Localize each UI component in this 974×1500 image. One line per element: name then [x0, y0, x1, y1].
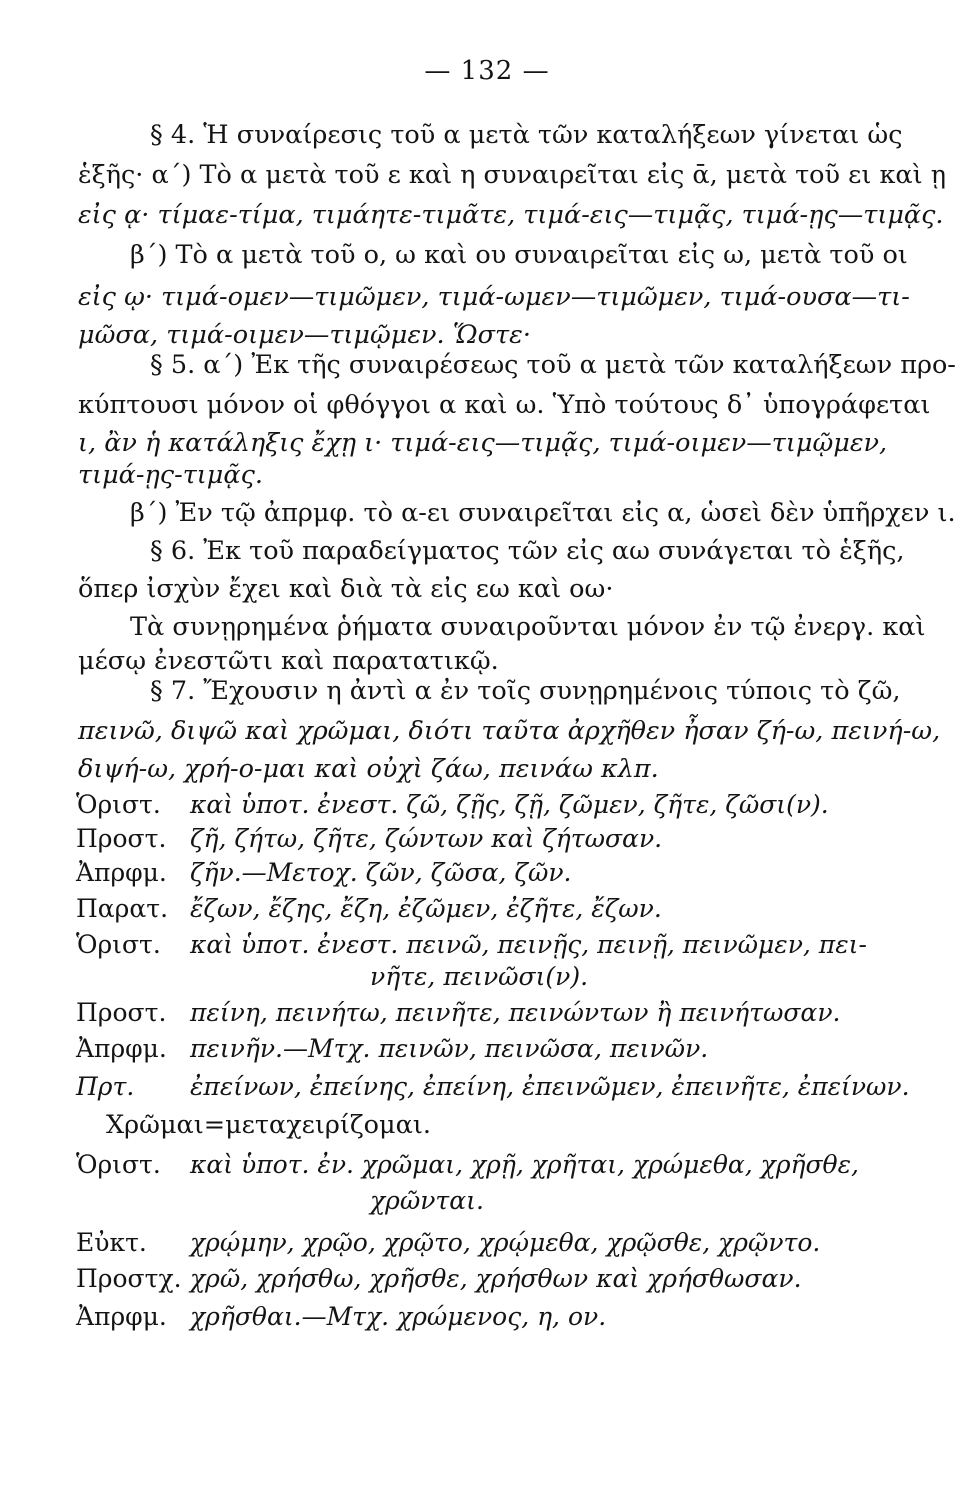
paradigm-label: Προστ. — [76, 824, 167, 853]
chromai-heading: Χρῶμαι=μεταχειρίζομαι. — [106, 1110, 431, 1140]
paradigm-forms: ἔζων, ἔζης, ἔζη, ἐζῶμεν, ἐζῆτε, ἔζων. — [190, 894, 662, 923]
paradigm-forms: καὶ ὑποτ. ἐνεστ. ζῶ, ζῇς, ζῇ, ζῶμεν, ζῆτε, ζῶσι(ν). — [190, 790, 829, 819]
section-7-line-2: πεινῶ, διψῶ καὶ χρῶμαι, διότι ταῦτα ἀρχῆθεν ἦσαν ζή-ω, πεινή-ω, — [78, 716, 941, 746]
paradigm-label: Ἀπρφμ. — [76, 1302, 167, 1331]
paradigm-label: Ὁριστ. — [76, 930, 161, 959]
section-4-line-6: μῶσα, τιμά-οιμεν—τιμῷμεν. Ὥστε· — [78, 320, 531, 350]
section-5-line-5: β΄) Ἐν τῷ ἀπρμφ. τὸ α-ει συναιρεῖται εἰς α, ὡσεὶ δὲν ὑπῆρχεν ι. — [130, 498, 956, 528]
section-4-line-4: β΄) Τὸ α μετὰ τοῦ ο, ω καὶ ου συναιρεῖται εἰς ω, μετὰ τοῦ οι — [130, 240, 908, 270]
section-5-line-1: § 5. α΄) Ἐκ τῆς συναιρέσεως τοῦ α μετὰ τῶν καταλήξεων προ- — [150, 350, 956, 380]
section-7-line-1: § 7. Ἔχουσιν η ἀντὶ α ἐν τοῖς συνῃρημένοις τύποις τὸ ζῶ, — [150, 676, 901, 706]
section-4-line-2: ἑξῆς· α΄) Τὸ α μετὰ τοῦ ε καὶ η συναιρεῖται εἰς ᾱ, μετὰ τοῦ ει καὶ ῃ — [78, 160, 946, 190]
paradigm-forms: χρῶ, χρήσθω, χρῆσθε, χρήσθων καὶ χρήσθωσαν. — [190, 1264, 802, 1293]
paradigm-label: Ὁριστ. — [76, 790, 161, 819]
section-6-line-2: ὅπερ ἰσχὺν ἔχει καὶ διὰ τὰ εἰς εω καὶ οω· — [78, 574, 614, 604]
paradigm-forms: χρῴμην, χρῷο, χρῷτο, χρῴμεθα, χρῷσθε, χρῷντο. — [190, 1228, 821, 1257]
section-5-line-4: τιμά-ῃς-τιμᾷς. — [78, 460, 263, 490]
section-5-line-3: ι, ἂν ἡ κατάληξις ἔχῃ ι· τιμά-εις—τιμᾷς, τιμά-οιμεν—τιμῷμεν, — [78, 428, 888, 458]
section-7-line-3: διψή-ω, χρή-ο-μαι καὶ οὐχὶ ζάω, πεινάω κλπ. — [78, 754, 659, 784]
paradigm-forms: ζῆ, ζήτω, ζῆτε, ζώντων καὶ ζήτωσαν. — [190, 824, 663, 853]
paradigm-forms: καὶ ὑποτ. ἐν. χρῶμαι, χρῇ, χρῆται, χρώμεθα, χρῆσθε, — [190, 1150, 859, 1179]
paradigm-forms: ἐπείνων, ἐπείνης, ἐπείνη, ἐπεινῶμεν, ἐπεινῆτε, ἐπείνων. — [190, 1072, 910, 1101]
paradigm-forms: πείνη, πεινήτω, πεινῆτε, πεινώντων ἢ πεινήτωσαν. — [190, 998, 841, 1027]
paradigm-forms-continued: νῆτε, πεινῶσι(ν). — [370, 962, 589, 991]
page-number: — 132 — — [424, 56, 550, 86]
paradigm-forms-continued: χρῶνται. — [370, 1186, 484, 1215]
paradigm-label: Προστ. — [76, 998, 167, 1027]
section-4-line-5: εἰς ῳ· τιμά-ομεν—τιμῶμεν, τιμά-ωμεν—τιμῶμεν, τιμά-ουσα—τι- — [78, 282, 910, 312]
section-5-line-2: κύπτουσι μόνον οἱ φθόγγοι α καὶ ω. Ὑπὸ τούτους δ᾽ ὑπογράφεται — [78, 390, 931, 420]
paradigm-forms: πεινῆν.—Μτχ. πεινῶν, πεινῶσα, πεινῶν. — [190, 1034, 709, 1063]
section-4-line-3: εἰς ᾳ· τίμαε-τίμα, τιμάητε-τιμᾶτε, τιμά-εις—τιμᾷς, τιμά-ῃς—τιμᾷς. — [78, 200, 944, 230]
paradigm-forms: καὶ ὑποτ. ἐνεστ. πεινῶ, πεινῇς, πεινῇ, πεινῶμεν, πει- — [190, 930, 867, 959]
paradigm-label: Εὐκτ. — [76, 1228, 147, 1257]
paradigm-forms: ζῆν.—Μετοχ. ζῶν, ζῶσα, ζῶν. — [190, 858, 572, 887]
section-6-line-1: § 6. Ἐκ τοῦ παραδείγματος τῶν εἰς αω συνάγεται τὸ ἑξῆς, — [150, 536, 905, 566]
section-4-line-1: § 4. Ἡ συναίρεσις τοῦ α μετὰ τῶν καταλήξεων γίνεται ὡς — [150, 120, 903, 150]
paradigm-label: Ὁριστ. — [76, 1150, 161, 1179]
paradigm-forms: χρῆσθαι.—Μτχ. χρώμενος, η, ον. — [190, 1302, 607, 1331]
paradigm-label: Παρατ. — [76, 894, 169, 923]
section-6-line-3: Τὰ συνῃρημένα ῥήματα συναιροῦνται μόνον ἐν τῷ ἐνεργ. καὶ — [130, 612, 926, 642]
section-6-line-4: μέσῳ ἐνεστῶτι καὶ παρατατικῷ. — [78, 646, 499, 676]
paradigm-label: Προστχ. — [76, 1264, 182, 1293]
paradigm-label: Ἀπρφμ. — [76, 1034, 167, 1063]
paradigm-label: Ἀπρφμ. — [76, 858, 167, 887]
paradigm-label: Πρτ. — [76, 1072, 135, 1101]
